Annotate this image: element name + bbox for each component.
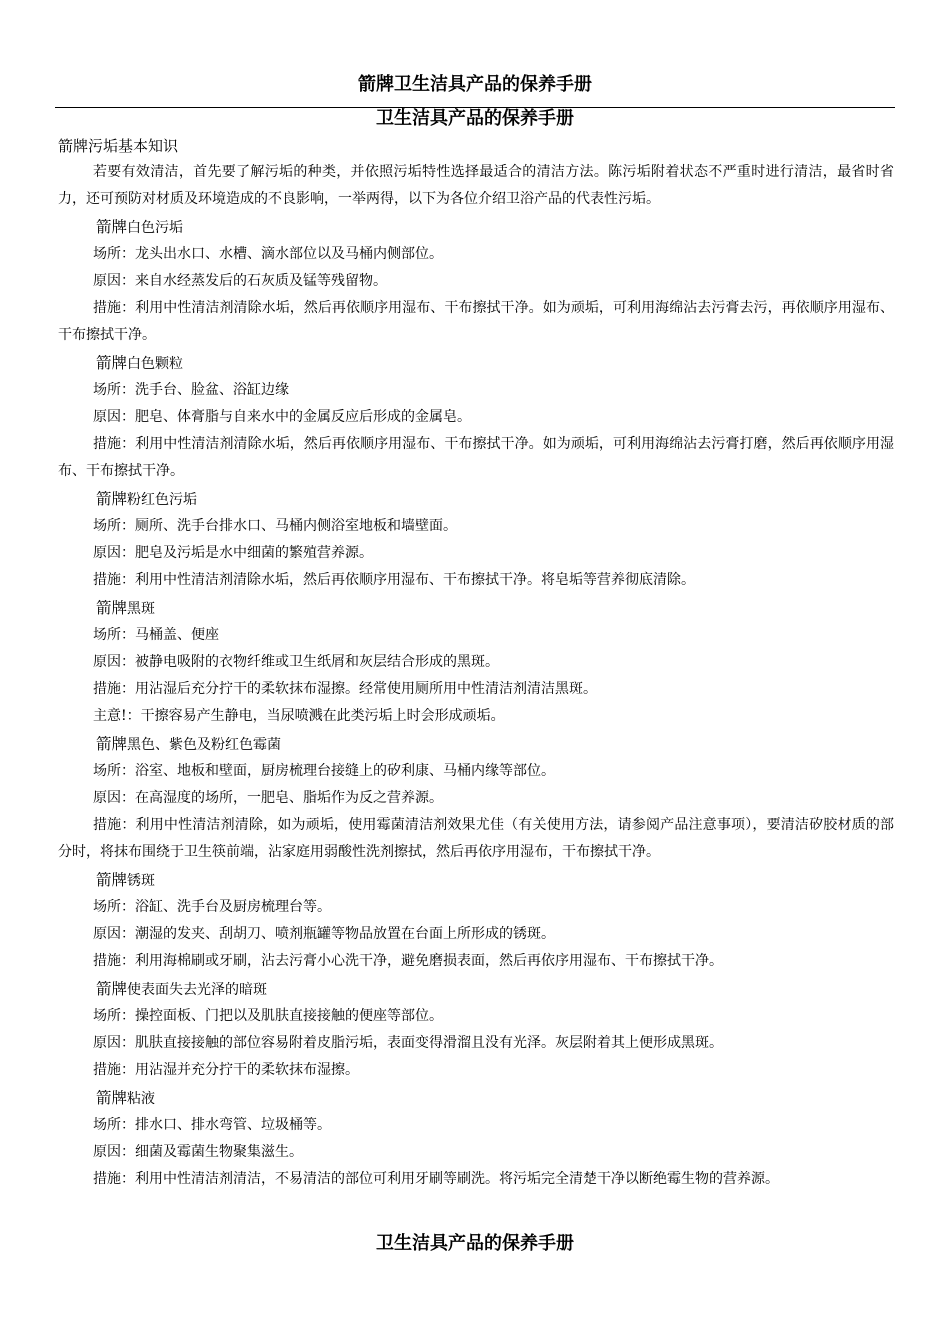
stain-heading	[58, 214, 894, 241]
stain-heading	[58, 1085, 894, 1112]
stain-note: 主意!：干擦容易产生静电，当尿喷溅在此类污垢上时会形成顽垢。	[93, 708, 505, 724]
stain-measure: 措施：用沾湿并充分拧干的柔软抹布湿擦。	[93, 1062, 359, 1078]
stain-measure: 措施：利用中性清洁剂清除水垢，然后再依顺序用湿布、干布擦拭干净。如为顽垢，可利用海绵沾去污膏去污，再依顺序用湿布、干布擦拭干净。	[58, 300, 894, 343]
stain-name: 黑色、紫色及粉红色霉菌	[127, 737, 282, 753]
stain-measure: 措施：利用中性清洁剂清除水垢，然后再依顺序用湿布、干布擦拭干净。如为顽垢，可利用海绵沾去污膏打磨，然后再依顺序用湿布、干布擦拭干净。	[58, 436, 894, 479]
document-title: 卫生洁具产品的保养手册	[376, 108, 574, 129]
stain-cause: 原因：肥皂、体膏脂与自来水中的金属反应后形成的金属皂。	[93, 409, 471, 425]
stain-section	[58, 1085, 894, 1193]
stain-name: 使表面失去光泽的暗斑	[127, 982, 268, 998]
stain-heading	[58, 595, 894, 622]
stain-cause: 原因：来自水经蒸发后的石灰质及锰等残留物。	[93, 273, 387, 289]
brand-label: 箭牌	[96, 871, 128, 889]
brand-label: 箭牌	[96, 1089, 128, 1107]
stain-section	[58, 350, 894, 485]
brand-label: 箭牌	[96, 599, 128, 617]
stain-place: 场所：操控面板、门把以及肌肤直接接触的便座等部位。	[93, 1008, 443, 1024]
stain-list	[58, 214, 894, 1193]
brand-label: 箭牌	[96, 735, 128, 753]
brand-label: 箭牌	[96, 218, 128, 236]
brand-label: 箭牌	[96, 354, 128, 372]
stain-cause: 原因：潮湿的发夹、刮胡刀、喷剂瓶罐等物品放置在台面上所形成的锈斑。	[93, 926, 555, 942]
stain-section	[58, 486, 894, 594]
brand-label: 箭牌	[96, 980, 128, 998]
document-body	[58, 135, 894, 1193]
stain-measure: 措施：用沾湿后充分拧干的柔软抹布湿擦。经常使用厕所用中性清洁剂清洁黑斑。	[93, 681, 597, 697]
stain-place: 场所：排水口、排水弯管、垃圾桶等。	[93, 1117, 331, 1133]
stain-cause: 原因：肥皂及污垢是水中细菌的繁殖营养源。	[93, 545, 373, 561]
stain-place: 场所：马桶盖、便座	[93, 627, 219, 643]
stain-heading	[58, 731, 894, 758]
stain-cause: 原因：细菌及霉菌生物聚集滋生。	[93, 1144, 303, 1160]
stain-section	[58, 976, 894, 1084]
stain-heading	[58, 486, 894, 513]
section-heading: 箭牌污垢基本知识	[58, 137, 179, 155]
stain-place: 场所：浴缸、洗手台及厨房梳理台等。	[93, 899, 331, 915]
stain-measure: 措施：利用海棉刷或牙刷，沾去污膏小心洗干净，避免磨损表面，然后再依序用湿布、干布擦拭干净。	[93, 953, 723, 969]
stain-place: 场所：厕所、洗手台排水口、马桶内侧浴室地板和墙壁面。	[93, 518, 457, 534]
stain-section	[58, 595, 894, 730]
stain-name: 粉红色污垢	[127, 492, 198, 508]
stain-section	[58, 867, 894, 975]
stain-cause: 原因：在高湿度的场所，一肥皂、脂垢作为反之营养源。	[93, 790, 443, 806]
stain-place: 场所：洗手台、脸盆、浴缸边缘	[93, 382, 289, 398]
stain-name: 锈斑	[127, 873, 156, 889]
stain-measure: 措施：利用中性清洁剂清洁，不易清洁的部位可利用牙刷等刷洗。将污垢完全清楚干净以断绝霉生物的营养源。	[93, 1171, 779, 1187]
stain-section	[58, 214, 894, 349]
stain-name: 粘液	[127, 1091, 156, 1107]
stain-name: 白色污垢	[127, 220, 184, 236]
stain-heading	[58, 350, 894, 377]
stain-cause: 原因：肌肤直接接触的部位容易附着皮脂污垢，表面变得滑溜且没有光泽。灰层附着其上便形成黑斑。	[93, 1035, 723, 1051]
footer-title: 卫生洁具产品的保养手册	[376, 1233, 574, 1254]
stain-name: 白色颗粒	[127, 356, 184, 372]
stain-place: 场所：龙头出水口、水槽、滴水部位以及马桶内侧部位。	[93, 246, 443, 262]
brand-label: 箭牌	[96, 490, 128, 508]
stain-heading	[58, 976, 894, 1003]
intro-paragraph: 若要有效清洁，首先要了解污垢的种类，并依照污垢特性选择最适合的清洁方法。陈污垢附着状态不严重时进行清洁，最省时省力，还可预防对材质及环境造成的不良影响，一举两得，以下为各位介绍卫浴产品的代表性污垢。	[58, 164, 894, 207]
stain-measure: 措施：利用中性清洁剂清除，如为顽垢，使用霉菌清洁剂效果尤佳（有关使用方法，请参阅产品注意事项），要清洁矽胶材质的部分时，将抹布围绕于卫生筷前端，沾家庭用弱酸性洗剂擦拭，然后再依序用湿布，干布擦拭干净。	[58, 817, 894, 860]
stain-section	[58, 731, 894, 866]
stain-cause: 原因：被静电吸附的衣物纤维或卫生纸屑和灰层结合形成的黑斑。	[93, 654, 499, 670]
running-header-title: 箭牌卫生洁具产品的保养手册	[358, 74, 592, 95]
stain-place: 场所：浴室、地板和壁面，厨房梳理台接缝上的矽利康、马桶内缘等部位。	[93, 763, 555, 779]
stain-heading	[58, 867, 894, 894]
stain-name: 黑斑	[127, 601, 156, 617]
stain-measure: 措施：利用中性清洁剂清除水垢，然后再依顺序用湿布、干布擦拭干净。将皂垢等营养彻底清除。	[93, 572, 695, 588]
